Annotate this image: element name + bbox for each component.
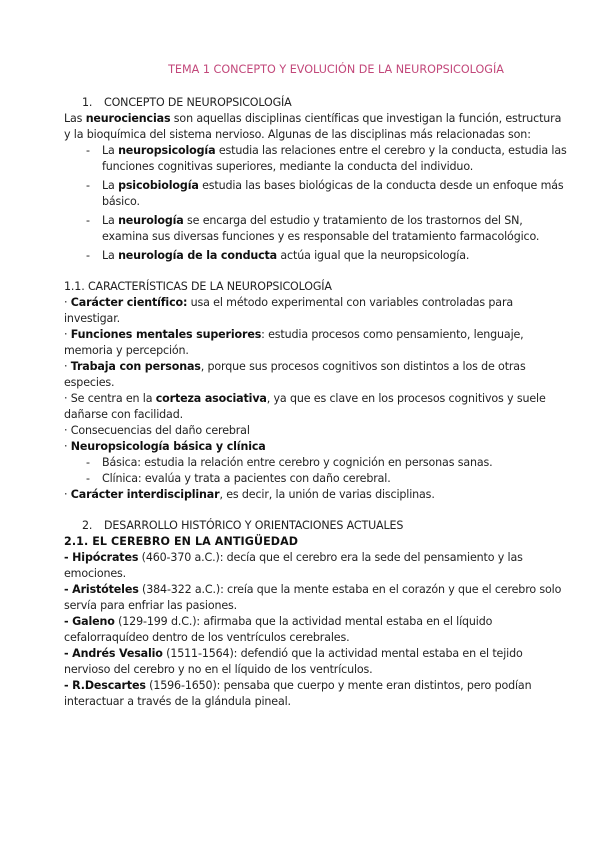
entry-text: (460-370 a.C.): decía que el cerebro era la sede del pensamiento y las emociones.: [64, 551, 523, 580]
document-title: TEMA 1 CONCEPTO Y EVOLUCIÓN DE LA NEUROPSICOLOGÍA: [168, 63, 504, 76]
intro-bold-term: neurociencias: [85, 112, 171, 125]
section-1-title: CONCEPTO DE NEUROPSICOLOGÍA: [104, 96, 292, 109]
item-bold: neurología: [118, 214, 184, 227]
history-entry: [64, 678, 568, 710]
neuropsychology-types-list: [64, 455, 568, 487]
char-text: , ya que es clave en los procesos cognitivos y suele dañarse con facilidad.: [64, 392, 546, 421]
item-post: estudia las relaciones entre el cerebro y la conducta, estudia las funciones cognitivas superiores, mediante la conducta del individuo.: [102, 144, 567, 173]
section-2-1-heading: 2.1. EL CEREBRO EN LA ANTIGÜEDAD: [64, 535, 299, 548]
char-bold: Carácter interdisciplinar: [70, 488, 220, 501]
disciplines-list: [64, 143, 568, 264]
item-bold: neuropsicología: [118, 144, 216, 157]
entry-name: - Aristóteles: [64, 583, 139, 596]
characteristic-line: [64, 359, 568, 391]
section-1-heading: [64, 95, 568, 111]
char-bold: Carácter científico:: [70, 296, 188, 309]
item-pre: La: [102, 179, 119, 192]
list-item: [86, 178, 568, 210]
history-entry: [64, 614, 568, 646]
section-1-number: 1.: [82, 96, 93, 109]
entry-text: (1511-1564): defendió que la actividad mental estaba en el tejido nervioso del cerebro y no en el líquido de los ventrículos.: [64, 647, 523, 676]
entry-text: (1596-1650): pensaba que cuerpo y mente eran distintos, pero podían interactuar a través de la glándula pineal.: [64, 679, 532, 708]
char-text: usa el método experimental con variables controladas para investigar.: [64, 296, 514, 325]
item-pre: La: [102, 249, 119, 262]
char-text: , porque sus procesos cognitivos son distintos a los de otras especies.: [64, 360, 526, 389]
intro-text-post: son aquellas disciplinas científicas que investigan la función, estructura y la bioquímica del sistema nervioso. Algunas de las disciplinas más relacionadas son:: [64, 112, 562, 141]
history-entry: [64, 550, 568, 582]
item-post: estudia las bases biológicas de la conducta desde un enfoque más básico.: [102, 179, 564, 208]
list-item: [86, 213, 568, 245]
bullet-dot: ·: [64, 296, 71, 309]
list-item: - Básica: estudia la relación entre cerebro y cognición en personas sanas.: [86, 455, 568, 471]
char-text: : estudia procesos como pensamiento, lenguaje, memoria y percepción.: [64, 328, 524, 357]
entry-name: - Hipócrates: [64, 551, 139, 564]
history-entry: [64, 646, 568, 678]
bullet-dot: ·: [64, 440, 71, 453]
entry-name: - Andrés Vesalio: [64, 647, 163, 660]
entry-text: (129-199 d.C.): afirmaba que la actividad mental estaba en el líquido cefalorraquídeo dentro de los ventrículos cerebrales.: [64, 615, 493, 644]
intro-text-pre: Las: [64, 112, 86, 125]
section-2-number: 2.: [82, 519, 93, 532]
section-2-heading: [64, 518, 568, 534]
char-bold: Trabaja con personas: [70, 360, 201, 373]
item-post: actúa igual que la neuropsicología.: [277, 249, 470, 262]
list-item: [86, 248, 568, 264]
char-bold: corteza asociativa: [155, 392, 267, 405]
characteristic-line: · Consecuencias del daño cerebral: [64, 424, 250, 437]
characteristic-line: [64, 487, 568, 503]
item-post: se encarga del estudio y tratamiento de los trastornos del SN, examina sus diversas funciones y es responsable del tratamiento farmacológico.: [102, 214, 540, 243]
characteristic-line: [64, 295, 568, 327]
section-1-1-heading: 1.1. CARACTERÍSTICAS DE LA NEUROPSICOLOGÍA: [64, 280, 332, 293]
entry-text: (384-322 a.C.): creía que la mente estaba en el corazón y que el cerebro solo servía para enfriar las pasiones.: [64, 583, 562, 612]
char-bold: Funciones mentales superiores: [70, 328, 262, 341]
list-item: [86, 143, 568, 175]
item-pre: La: [102, 214, 119, 227]
char-text: , es decir, la unión de varias disciplinas.: [219, 488, 435, 501]
list-item: - Clínica: evalúa y trata a pacientes con daño cerebral.: [86, 471, 568, 487]
bullet-dot: ·: [64, 488, 71, 501]
intro-paragraph: [64, 111, 568, 143]
bullet-dot: ·: [64, 360, 71, 373]
characteristic-line: [64, 327, 568, 359]
entry-name: - R.Descartes: [64, 679, 146, 692]
item-pre: La: [102, 144, 119, 157]
char-bold: Neuropsicología básica y clínica: [70, 440, 266, 453]
section-2-title: DESARROLLO HISTÓRICO Y ORIENTACIONES ACTUALES: [104, 519, 404, 532]
item-bold: neurología de la conducta: [118, 249, 278, 262]
bullet-dot: ·: [64, 328, 71, 341]
entry-name: - Galeno: [64, 615, 115, 628]
history-entry: [64, 582, 568, 614]
characteristic-line: [64, 391, 568, 423]
characteristic-line: [64, 439, 568, 455]
char-pre: · Se centra en la: [64, 392, 156, 405]
item-bold: psicobiología: [118, 179, 199, 192]
